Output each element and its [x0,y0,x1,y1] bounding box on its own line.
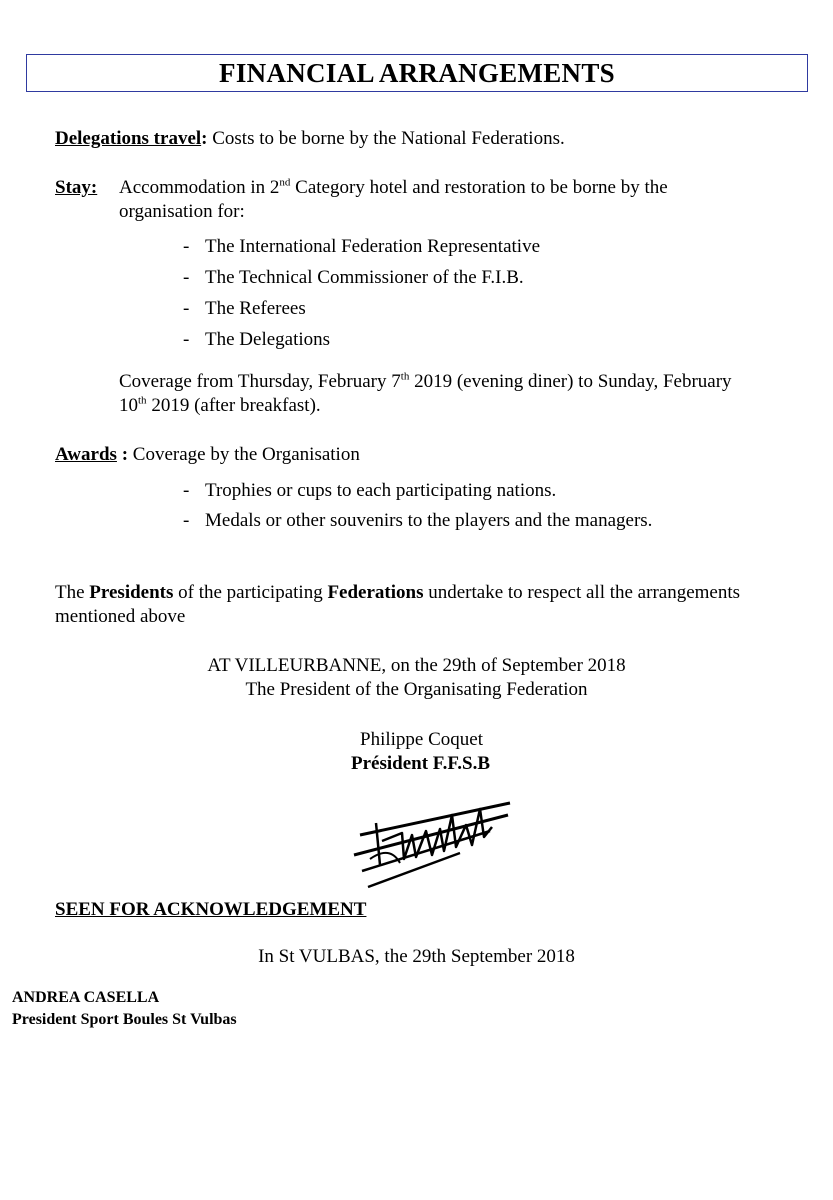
stay-text-line2: organisation for: [119,201,245,222]
undertaking-p3: undertake to respect all the arrangements [423,582,741,603]
stay-list-item: - The Referees [183,298,306,319]
seen-label: SEEN FOR ACKNOWLEDGEMENT [55,899,367,920]
title-box [26,54,808,92]
awards-list-item: - Trophies or cups to each participating nations. [183,480,557,501]
undertaking-line2: mentioned above [55,606,186,627]
stay-list-item: - The Delegations [183,329,331,350]
stay-item-text: The Delegations [205,329,331,350]
signatory-name: Philippe Coquet [360,729,483,750]
travel-label: Delegations travel [55,128,202,149]
page-title: FINANCIAL ARRANGEMENTS [219,57,615,88]
ack-title: President Sport Boules St Vulbas [12,1011,237,1028]
travel-paragraph [55,128,565,150]
coverage-d: 2019 (after breakfast). [146,395,321,416]
stay-item-text: The International Federation Representative [205,236,541,257]
coverage-b: 2019 (evening diner) to Sunday, February [409,371,732,392]
undertaking-p2: of the participating [173,582,328,603]
awards-colon: : [116,444,129,465]
signature-image [340,775,530,905]
awards-list-item: - Medals or other souvenirs to the players and the managers. [183,510,653,531]
stay-list-item: - The Technical Commissioner of the F.I.B. [183,267,524,288]
awards-item-text: Trophies or cups to each participating nations. [205,480,557,501]
place-date: AT VILLEURBANNE, on the 29th of September 2018 [207,655,626,676]
coverage-sup2: th [138,394,147,407]
travel-colon: : [201,128,208,149]
undertaking-line1 [55,582,740,604]
stay-text-a: Accommodation in 2 [119,177,280,198]
coverage-sup1: th [400,370,410,383]
coverage-line2 [119,395,321,417]
stay-item-text: The Referees [205,298,306,319]
awards-paragraph [55,444,360,466]
awards-item-text: Medals or other souvenirs to the players and the managers. [205,510,653,531]
seen-place-date: In St VULBAS, the 29th September 2018 [258,946,575,967]
undertaking-b1: Presidents [89,582,174,603]
stay-list-item: - The International Federation Representative [183,236,541,257]
president-of-line: The President of the Organisating Federation [245,679,588,700]
awards-text: Coverage by the Organisation [128,444,360,465]
stay-label-line [55,177,97,199]
coverage-c: 10 [119,395,138,416]
stay-label: Stay: [55,177,98,198]
undertaking-p1: The [55,582,90,603]
travel-text: Costs to be borne by the National Federations. [207,128,565,149]
stay-sup: nd [279,176,291,189]
coverage-a: Coverage from Thursday, February 7 [119,371,401,392]
stay-text-line1 [119,177,668,199]
undertaking-b2: Federations [327,582,424,603]
stay-item-text: The Technical Commissioner of the F.I.B. [205,267,524,288]
signatory-title: Président F.F.S.B [351,753,491,774]
coverage-line1 [119,371,732,393]
awards-label: Awards [55,444,117,465]
stay-text-b: Category hotel and restoration to be borne by the [290,177,668,198]
ack-name: ANDREA CASELLA [12,989,160,1006]
